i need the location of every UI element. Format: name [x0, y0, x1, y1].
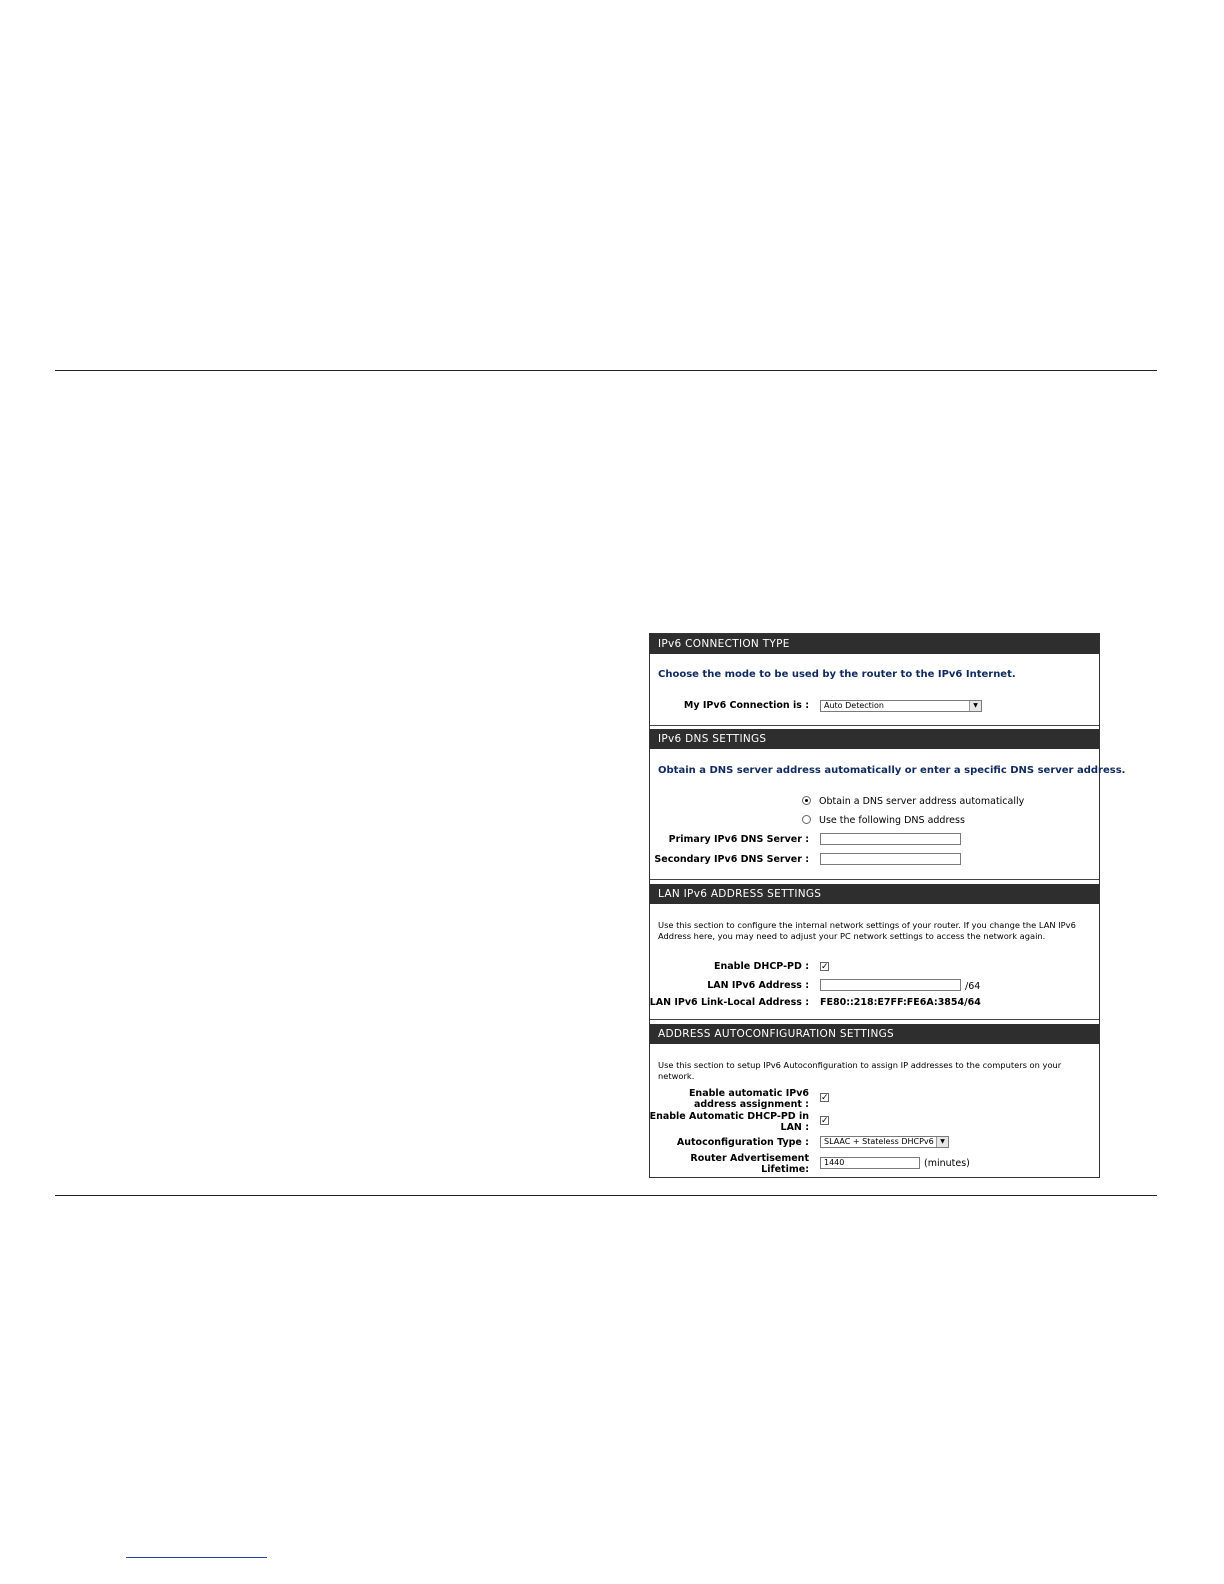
- connection-type-value: Auto Detection: [824, 701, 884, 710]
- lan-ipv6-address-label: LAN IPv6 Address :: [707, 980, 809, 991]
- auto-ipv6-assignment-checkbox[interactable]: ✓: [821, 1093, 829, 1103]
- chevron-down-icon[interactable]: ▼: [936, 1137, 948, 1147]
- router-advertisement-lifetime-input[interactable]: 1440: [820, 1157, 920, 1169]
- auto-dhcp-pd-lan-checkbox[interactable]: ✓: [821, 1116, 829, 1126]
- auto-ipv6-assignment-label-line1: Enable automatic IPv6: [688, 1088, 809, 1099]
- address-autoconfiguration-settings-header: ADDRESS AUTOCONFIGURATION SETTINGS: [650, 1024, 1099, 1044]
- primary-dns-label: Primary IPv6 DNS Server :: [668, 834, 809, 845]
- auto-dhcp-pd-lan-label: [650, 1111, 809, 1133]
- prefix-length-suffix: /64: [965, 981, 981, 992]
- lan-intro: Use this section to configure the internal network settings of your router. If you change the LAN IPv6 Address here, you may need to adjust your PC network settings to access the network again.: [658, 920, 1076, 941]
- connection-type-select[interactable]: [820, 700, 982, 712]
- auto-ipv6-assignment-label-line2: address assignment :: [693, 1099, 809, 1110]
- lifetime-unit: (minutes): [924, 1158, 970, 1169]
- primary-dns-input[interactable]: [820, 833, 961, 845]
- dns-intro: Obtain a DNS server address automatically or enter a specific DNS server address.: [658, 765, 1126, 776]
- section-separator: [650, 725, 1099, 726]
- autoconfiguration-type-select[interactable]: [820, 1136, 949, 1148]
- ipv6-settings-panel: [649, 633, 1126, 1178]
- bottom-divider: [55, 1195, 1157, 1196]
- secondary-dns-input[interactable]: [820, 853, 961, 865]
- autoconfiguration-type-value: SLAAC + Stateless DHCPv6: [824, 1137, 934, 1146]
- enable-dhcp-pd-label: Enable DHCP-PD :: [714, 961, 809, 972]
- enable-dhcp-pd-checkbox[interactable]: ✓: [821, 962, 829, 972]
- dns-auto-option[interactable]: [802, 796, 1024, 807]
- auto-dhcp-pd-lan-label-line2: LAN :: [780, 1122, 809, 1133]
- ipv6-connection-type-header: IPv6 CONNECTION TYPE: [650, 634, 1099, 654]
- chevron-down-icon[interactable]: ▼: [969, 701, 981, 711]
- ipv6-dns-settings-header: IPv6 DNS SETTINGS: [650, 729, 1099, 749]
- auto-ipv6-assignment-label: [689, 1088, 809, 1110]
- dns-manual-radio[interactable]: [802, 815, 811, 824]
- autoconfiguration-type-label: Autoconfiguration Type :: [676, 1137, 809, 1148]
- top-divider: [55, 370, 1157, 371]
- router-advertisement-lifetime-label-line1: Router Advertisement: [690, 1153, 809, 1164]
- link-local-address-label: LAN IPv6 Link-Local Address :: [649, 997, 809, 1008]
- secondary-dns-label: Secondary IPv6 DNS Server :: [654, 854, 809, 865]
- section-separator: [650, 1019, 1099, 1020]
- dns-auto-radio[interactable]: [802, 796, 811, 805]
- ipv6-connection-intro: Choose the mode to be used by the router to the IPv6 Internet.: [658, 669, 1016, 680]
- section-separator: [650, 879, 1099, 880]
- router-advertisement-lifetime-label: [690, 1153, 809, 1175]
- link-local-address-value: FE80::218:E7FF:FE6A:3854/64: [820, 997, 981, 1008]
- footer-link-underline[interactable]: [126, 1557, 267, 1558]
- dns-auto-label: Obtain a DNS server address automatically: [819, 796, 1025, 807]
- dns-manual-option[interactable]: [802, 815, 965, 826]
- connection-type-label: My IPv6 Connection is :: [683, 700, 809, 711]
- router-advertisement-lifetime-label-line2: Lifetime:: [761, 1164, 809, 1175]
- lan-ipv6-address-input[interactable]: [820, 979, 961, 991]
- auto-dhcp-pd-lan-label-line1: Enable Automatic DHCP-PD in: [649, 1111, 809, 1122]
- lan-ipv6-address-settings-header: LAN IPv6 ADDRESS SETTINGS: [650, 884, 1099, 904]
- dns-manual-label: Use the following DNS address: [819, 815, 965, 826]
- autoconf-intro: Use this section to setup IPv6 Autoconfiguration to assign IP addresses to the computers on your network.: [658, 1060, 1062, 1081]
